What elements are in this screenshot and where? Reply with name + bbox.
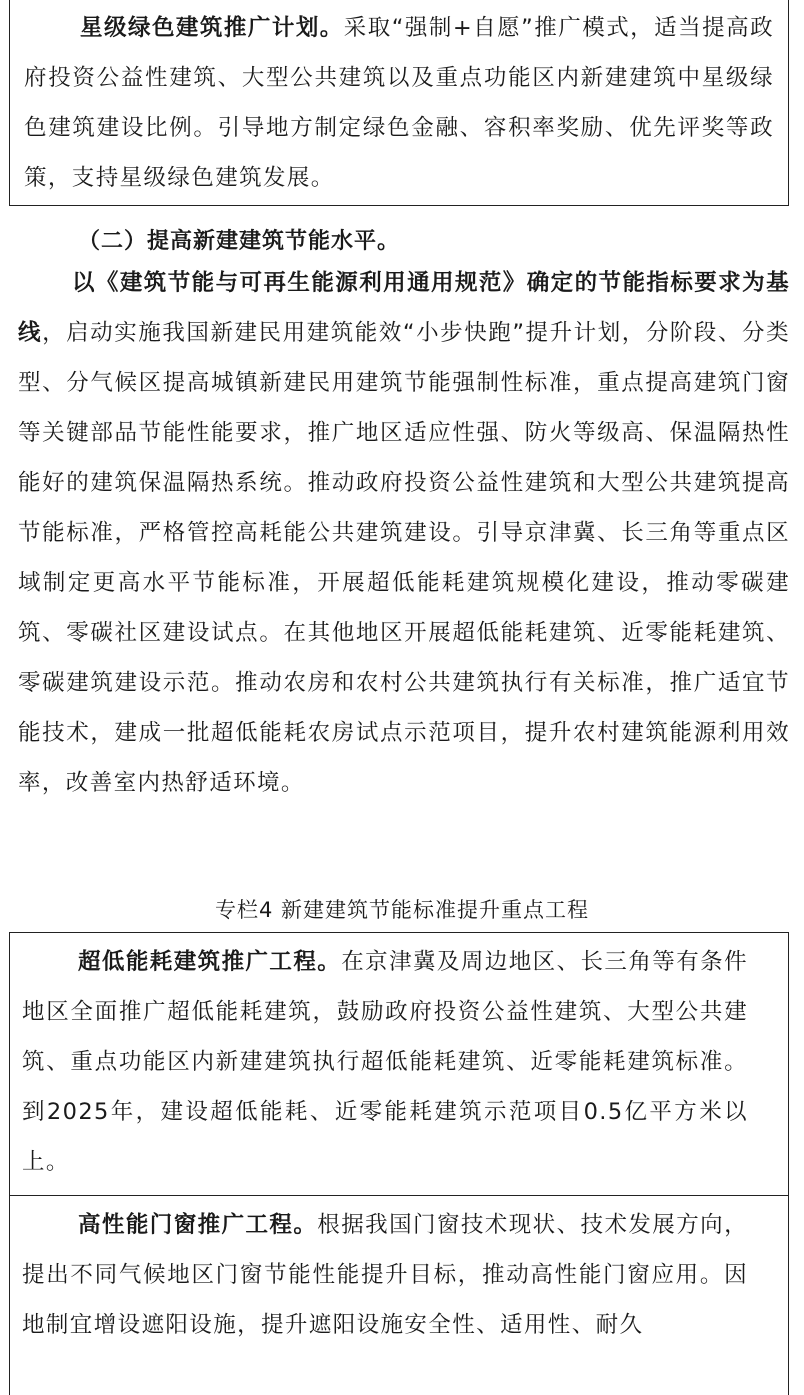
ultra-low-energy-box (9, 932, 789, 1196)
green-building-lead: 星级绿色建筑推广计划。 (80, 15, 344, 41)
section-lead: 以《建筑节能与可再生能源利用通用规范》确定的节能指标要求为基线 (18, 270, 790, 346)
section-heading: （二）提高新建建筑节能水平。 (78, 229, 401, 254)
section-paragraph (0, 258, 804, 808)
ultra-low-energy-text: 在京津冀及周边地区、长三角等有条件地区全面推广超低能耗建筑，鼓励政府投资公益性建筑、大型公共建筑、重点功能区内新建建筑执行超低能耗建筑、近零能耗建筑标准。到2025年，建设超低能耗、近零能耗建筑示范项目0.5亿平方米以上。 (22, 949, 748, 1175)
column-caption: 专栏4 新建建筑节能标准提升重点工程 (214, 898, 590, 922)
green-building-paragraph (10, 3, 788, 203)
green-building-box (9, 0, 789, 206)
ultra-low-energy-paragraph (10, 937, 788, 1187)
section-text: ，启动实施我国新建民用建筑能效“小步快跑”提升计划，分阶段、分类型、分气候区提高城镇新建民用建筑节能强制性标准，重点提高建筑门窗等关键部品节能性能要求，推广地区适应性强、防火等级高、保温隔热性能好的建筑保温隔热系统。推动政府投资公益性建筑和大型公共建筑提高节能标准，严格管控高耗能公共建筑建设。引导京津冀、长三角等重点区域制定更高水平节能标准，开展超低能耗建筑规模化建设，推动零碳建筑、零碳社区建设试点。在其他地区开展超低能耗建筑、近零能耗建筑、零碳建筑建设示范。推动农房和农村公共建筑执行有关标准，推广适宜节能技术，建成一批超低能耗农房试点示范项目，提升农村建筑能源利用效率，改善室内热舒适环境。 (18, 320, 790, 796)
green-building-text: 采取“强制+自愿”推广模式，适当提高政府投资公益性建筑、大型公共建筑以及重点功能区内新建建筑中星级绿色建筑建设比例。引导地方制定绿色金融、容积率奖励、优先评奖等政策，支持星级绿色建筑发展。 (24, 15, 774, 191)
high-performance-windows-text: 根据我国门窗技术现状、技术发展方向，提出不同气候地区门窗节能性能提升目标，推动高性能门窗应用。因地制宜增设遮阳设施，提升遮阳设施安全性、适用性、耐久 (22, 1212, 748, 1338)
high-performance-windows-box (9, 1195, 789, 1395)
high-performance-windows-paragraph (10, 1200, 788, 1350)
ultra-low-energy-lead: 超低能耗建筑推广工程。 (78, 949, 342, 975)
high-performance-windows-lead: 高性能门窗推广工程。 (78, 1212, 318, 1238)
